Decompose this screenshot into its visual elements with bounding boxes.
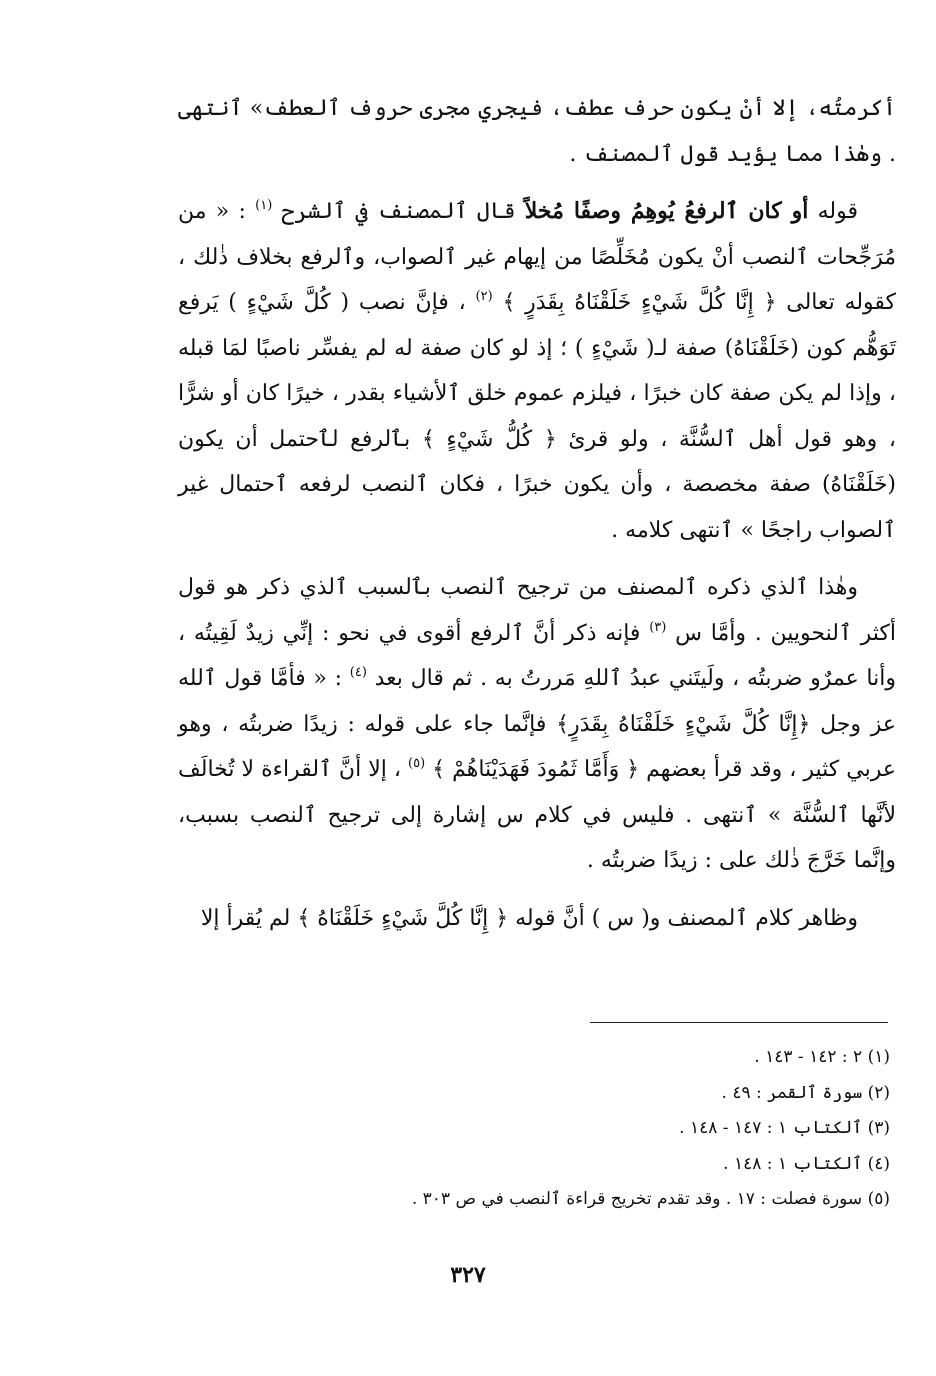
text-run: : « فأمَّا قول ٱلله عز وجل ﴿إِنَّا كُلَّ شَيْءٍ خَلَقْنَاهُ بِقَدَرٍ﴾ فإنَّما جاء على قوله : زيدًا ضربتُه ، وهو عربي كثير ، وقد قرأ بعضهم ﴿ وَأَمَّا ثَمُودَ فَهَدَيْنَاهُمْ ﴾ xyxy=(178,666,896,782)
text-run: قوله xyxy=(808,199,859,224)
paragraph xyxy=(178,565,896,884)
page-number: ٣٢٧ xyxy=(450,1262,486,1288)
footnote-marker: (٥) xyxy=(408,756,426,771)
paragraph xyxy=(178,189,896,553)
text-run: فإنه ذكر أنَّ ٱلرفع أقوى في نحو : إنِّي زيدٌ لَقِيتُه ، وأنا عمرٌو ضربتُه ، ولَيتَني عبدُ ٱللهِ مَررتُ به . ثم قال بعد xyxy=(178,620,896,691)
footnote: (٢) سورة ٱلقمر : ٤٩ . xyxy=(721,1082,890,1103)
text-run: : « من مُرَجِّحات ٱلنصب أنْ يكون مُخَلِّصًا من إيهام غير ٱلصواب، وٱلرفع بخلاف ذٰلك ، كقوله تعالى ﴿ إِنَّا كُلَّ شَيْءٍ خَلَقْنَاهُ بِقَدَرٍ ﴾ xyxy=(178,199,896,315)
text-run: أكرمتُه، إلا أنْ يكون حرف عطف، فيجري مجرى حروف ٱلعطف» ٱنتهى . وهٰذا مما يؤيد قول ٱلمصنف . xyxy=(178,96,896,167)
paragraph xyxy=(178,86,896,177)
text-run: وهٰذا ٱلذي ذكره ٱلمصنف من ترجيح ٱلنصب بٱلسبب ٱلذي ذكر هو قول أكثر ٱلنحويين . وأمَّا س xyxy=(178,575,896,646)
footnote-marker: (٢) xyxy=(475,289,493,304)
footnote: (٣) ٱلكتاب ١ : ١٤٧ - ١٤٨ . xyxy=(679,1118,890,1138)
footnote-marker: (٤) xyxy=(349,665,367,680)
footnote-separator xyxy=(590,1022,888,1023)
footnotes xyxy=(200,1040,890,1218)
footnote: (١) ٢ : ١٤٢ - ١٤٣ . xyxy=(754,1047,890,1067)
paragraph xyxy=(178,896,896,942)
footnote: (٥) سورة فصلت : ١٧ . وقد تقدم تخريج قراءة ٱلنصب في ص ٣٠٣ . xyxy=(411,1189,890,1209)
text-run: ، إلا أنَّ ٱلقراءة لا تُخالَف لأنَّها ٱلسُّنَّة » ٱنتهى . فليس في كلام س إشارة إلى ترجيح ٱلنصب بسبب، وإنَّما خَرَّجَ ذٰلك على : زيدًا ضربتُه . xyxy=(178,757,896,873)
footnote-marker: (١) xyxy=(255,198,273,213)
quoted-phrase: أو كان ٱلرفعُ يُوهِمُ وصفًا مُخلاً xyxy=(524,198,809,224)
text-run: قال ٱلمصنف في ٱلشرح xyxy=(272,199,525,224)
footnote-marker: (٣) xyxy=(649,619,667,635)
text-run: ، فإنَّ نصب ( كُلَّ شَيْءٍ ) يَرفع تَوَهُّم كون (خَلَقْنَاهُ) صفة لـ( شَيْءٍ ) ؛ إذ لو كان صفة له لم يفسِّر ناصبًا لمَا قبله ، وإذا لم يكن صفة كان خبرًا ، فيلزم عموم خلق ٱلأشياء بقدر ، خيرًا كان أو شرًّا ، وهو قول أهل ٱلسُّنَّة ، ولو قرئ ﴿ كُلُّ شَيْءٍ ﴾ بٱلرفع لٱحتمل أن يكون (خَلَقْنَاهُ) صفة مخصصة ، وأن يكون خبرًا ، فكان ٱلنصب لرفعه ٱحتمال غير ٱلصواب راجحًا » ٱنتهى كلامه . xyxy=(178,290,896,543)
main-text xyxy=(178,86,896,941)
footnote: (٤) ٱلكتاب ١ : ١٤٨ . xyxy=(723,1153,890,1174)
text-run: وظاهر كلام ٱلمصنف و( س ) أنَّ قوله ﴿ إِنَّا كُلَّ شَيْءٍ خَلَقْنَاهُ ﴾ لم يُقرأ إلا xyxy=(200,905,858,931)
